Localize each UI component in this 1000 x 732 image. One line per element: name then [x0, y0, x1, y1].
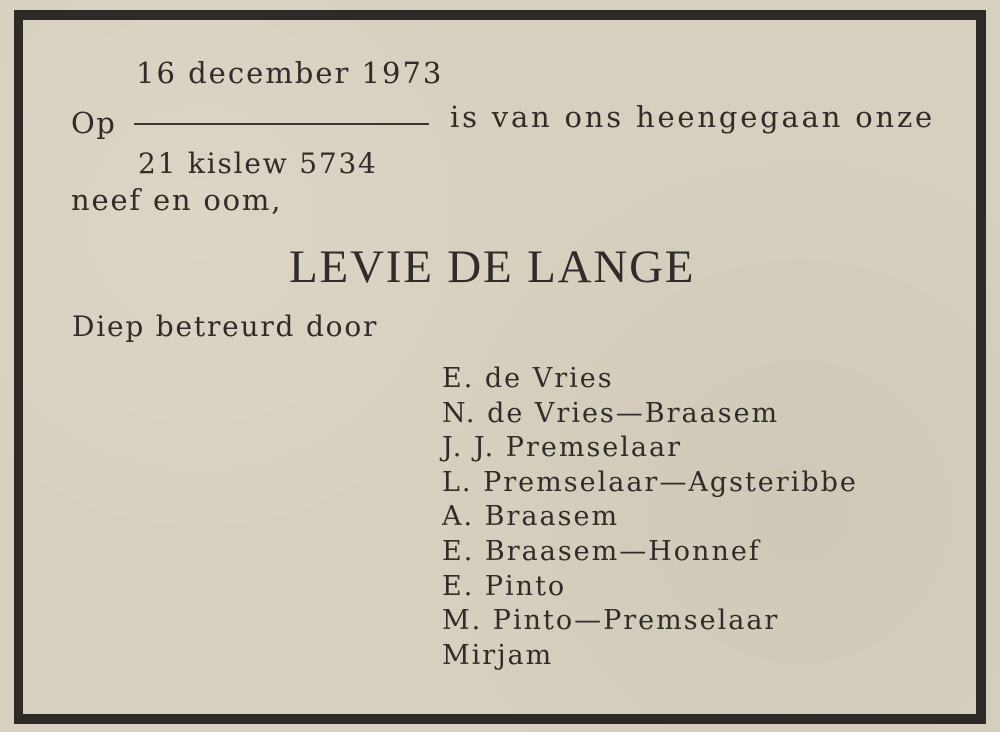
mourner-name: J. J. Premselaar: [442, 432, 683, 464]
mourner-list: [442, 362, 858, 673]
relation-text: neef en oom,: [71, 183, 283, 217]
announcement-text: is van ons heengegaan onze: [450, 100, 936, 134]
mourned-by-label: Diep betreurd door: [72, 310, 379, 343]
mourner-name: Mirjam: [442, 639, 554, 671]
mourner-name: E. Pinto: [442, 570, 567, 602]
op-label: Op: [71, 106, 117, 140]
mourner-name: M. Pinto—Premselaar: [442, 605, 780, 637]
mourner-name: N. de Vries—Braasem: [442, 397, 780, 429]
mourner-name: A. Braasem: [442, 501, 620, 533]
gregorian-date: 16 december 1973: [136, 56, 444, 90]
mourner-name: E. Braasem—Honnef: [442, 535, 761, 567]
mourner-name: L. Premselaar—Agsteribbe: [442, 466, 858, 498]
hebrew-date: 21 kislew 5734: [138, 147, 378, 180]
date-divider-line: [134, 123, 429, 125]
deceased-name: LEVIE DE LANGE: [289, 241, 696, 293]
mourner-name: E. de Vries: [442, 363, 614, 394]
